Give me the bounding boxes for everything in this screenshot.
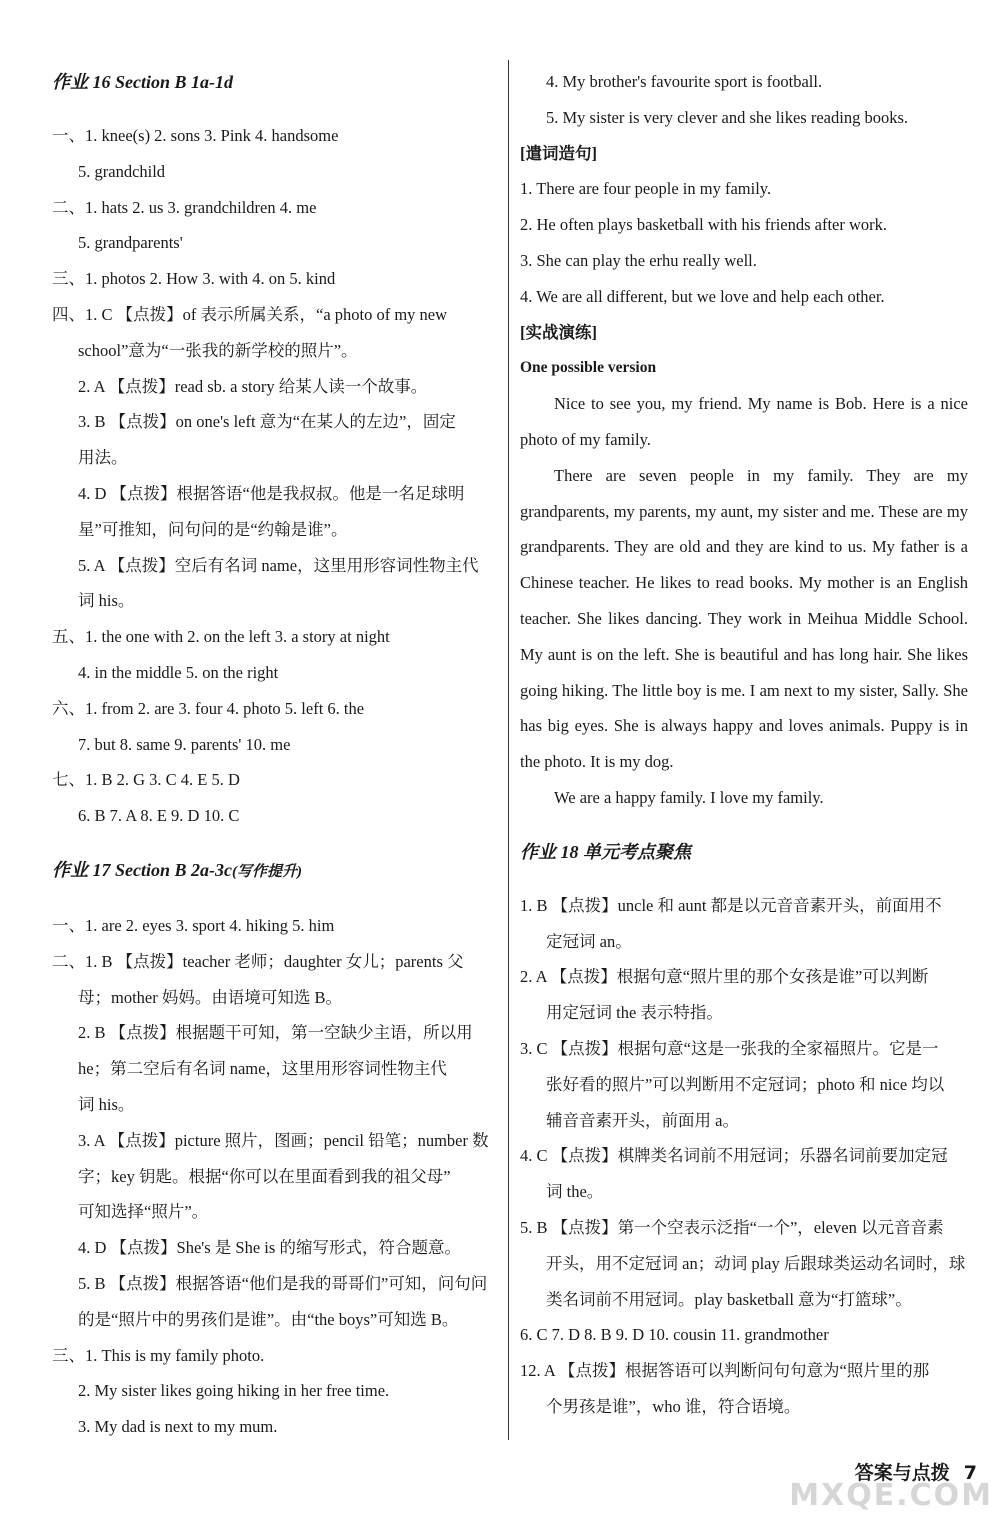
answer-line: 4. in the middle 5. on the right <box>78 662 279 682</box>
answer-line: 一、1. are 2. eyes 3. sport 4. hiking 5. him <box>52 915 335 935</box>
answer-line: 5. A 【点拨】空后有名词 name，这里用形容词性物主代 <box>78 555 479 575</box>
column-divider <box>508 60 509 1440</box>
answer-line: 1. There are four people in my family. <box>520 179 772 199</box>
answer-line: 可知选择“照片”。 <box>78 1202 209 1222</box>
answer-line: 1. B 【点拨】uncle 和 aunt 都是以元音音素开头，前面用不 <box>520 895 942 915</box>
section-17-title <box>52 852 498 890</box>
page-number: 7 <box>963 1462 977 1484</box>
watermark-logo: MXQE.COM <box>789 1478 993 1513</box>
answer-line: 2. A 【点拨】read sb. a story 给某人读一个故事。 <box>78 376 428 396</box>
answer-line: 3. A 【点拨】picture 照片，图画；pencil 铅笔；number 数 <box>78 1130 489 1150</box>
answer-line: 个男孩是谁”，who 谁，符合语境。 <box>546 1396 801 1416</box>
answer-line: 二、1. hats 2. us 3. grandchildren 4. me <box>52 197 317 217</box>
answer-line: 的是“照片中的男孩们是谁”。由“the boys”可知选 B。 <box>78 1309 459 1329</box>
answer-line: 4. We are all different, but we love and help each other. <box>520 286 885 306</box>
answer-line: 星”可推知，问句问的是“约翰是谁”。 <box>78 519 348 539</box>
answer-line: 6. B 7. A 8. E 9. D 10. C <box>78 806 240 826</box>
answer-line: 用法。 <box>78 448 128 468</box>
answer-line: 3. C 【点拨】根据句意“这是一张我的全家福照片。它是一 <box>520 1038 939 1058</box>
footer-label: 答案与点拨 <box>854 1462 950 1484</box>
answer-line: 用定冠词 the 表示特指。 <box>546 1003 723 1023</box>
answer-line: 词 his。 <box>78 1094 135 1114</box>
subsection-heading: [遣词造句] <box>520 143 597 163</box>
answer-line: 开头，用不定冠词 an；动词 play 后跟球类运动名词时，球 <box>546 1253 966 1273</box>
essay-heading: One possible version <box>520 359 657 377</box>
essay-paragraph: Nice to see you, my friend. My name is Bob. Here is a nice photo of my family. <box>520 394 968 449</box>
answer-line: 5. My sister is very clever and she likes reading books. <box>546 107 909 127</box>
answer-line: 12. A 【点拨】根据答语可以判断问句句意为“照片里的那 <box>520 1361 930 1381</box>
answer-line: 2. A 【点拨】根据句意“照片里的那个女孩是谁”可以判断 <box>520 967 929 987</box>
answer-line: 7. but 8. same 9. parents' 10. me <box>78 734 291 754</box>
answer-line: 一、1. knee(s) 2. sons 3. Pink 4. handsome <box>52 126 339 145</box>
section-16-title: 作业 16 Section B 1a-1d <box>52 72 234 92</box>
subsection-heading: [实战演练] <box>520 322 597 342</box>
answer-line: 七、1. B 2. G 3. C 4. E 5. D <box>52 770 240 790</box>
answer-line: 字；key 钥匙。根据“你可以在里面看到我的祖父母” <box>78 1166 451 1186</box>
section-17-title-text: 作业 17 Section B 2a-3c <box>52 859 232 880</box>
answer-line: 6. C 7. D 8. B 9. D 10. cousin 11. grandmother <box>520 1325 829 1345</box>
answer-line: 词 the。 <box>546 1182 604 1202</box>
answer-line: 张好看的照片”可以判断用不定冠词；photo 和 nice 均以 <box>546 1074 945 1094</box>
section-17-subtitle: (写作提升) <box>232 863 302 880</box>
essay-paragraph: We are a happy family. I love my family. <box>554 787 824 807</box>
section-18-title: 作业 18 单元考点聚焦 <box>520 841 691 862</box>
answer-line: 词 his。 <box>78 591 135 611</box>
answer-line: 五、1. the one with 2. on the left 3. a story at night <box>52 627 390 647</box>
answer-line: 5. B 【点拨】第一个空表示泛指“一个”，eleven 以元音音素 <box>520 1217 944 1237</box>
answer-line: 母；mother 妈妈。由语境可知选 B。 <box>78 987 342 1007</box>
answer-line: 4. D 【点拨】She's 是 She is 的缩写形式，符合题意。 <box>78 1238 461 1258</box>
answer-line: 定冠词 an。 <box>546 931 632 951</box>
answer-line: 二、1. B 【点拨】teacher 老师；daughter 女儿；parents 父 <box>52 951 464 971</box>
answer-line: 2. He often plays basketball with his friends after work. <box>520 215 888 235</box>
answer-line: 3. B 【点拨】on one's left 意为“在某人的左边”，固定 <box>78 412 456 432</box>
answer-line: 4. C 【点拨】棋牌类名词前不用冠词；乐器名词前要加定冠 <box>520 1146 948 1166</box>
essay-paragraph: There are seven people in my family. They are my grandparents, my parents, my aunt, my sister and me. These are my grandparents. They are old and they are kind to us. My father is a Chinese teacher. He likes to read books. My mother is an English teacher. She likes dancing. They work in Meihua Middle School. My aunt is on the left. She is beautiful and has long hair. She likes going hiking. The little boy is me. I am next to my sister, Sally. She has big eyes. She is always happy and loves animals. Puppy is in the photo. It is my dog. <box>520 465 968 772</box>
answer-line: 3. My dad is next to my mum. <box>78 1417 278 1437</box>
answer-line: 辅音音素开头，前面用 a。 <box>546 1110 739 1130</box>
answer-line: 四、1. C 【点拨】of 表示所属关系，“a photo of my new <box>52 304 448 324</box>
answer-line: 六、1. from 2. are 3. four 4. photo 5. left 6. the <box>52 698 365 718</box>
answer-line: 5. grandchild <box>78 161 166 181</box>
answer-line: 三、1. photos 2. How 3. with 4. on 5. kind <box>52 269 336 289</box>
right-column <box>520 64 968 1425</box>
answer-line: 类名词前不用冠词。play basketball 意为“打篮球”。 <box>546 1289 912 1309</box>
left-column <box>52 64 498 1445</box>
answer-line: 3. She can play the erhu really well. <box>520 250 757 270</box>
answer-line: 4. D 【点拨】根据答语“他是我叔叔。他是一名足球明 <box>78 483 465 503</box>
answer-line: 2. My sister likes going hiking in her free time. <box>78 1381 390 1401</box>
answer-line: 4. My brother's favourite sport is football. <box>546 72 823 91</box>
answer-line: school”意为“一张我的新学校的照片”。 <box>78 340 358 360</box>
answer-line: 2. B 【点拨】根据题干可知，第一空缺少主语，所以用 <box>78 1023 473 1043</box>
answer-line: 三、1. This is my family photo. <box>52 1345 265 1365</box>
answer-line: 5. B 【点拨】根据答语“他们是我的哥哥们”可知，问句问 <box>78 1273 488 1293</box>
answer-line: he；第二空后有名词 name，这里用形容词性物主代 <box>78 1059 447 1079</box>
answer-line: 5. grandparents' <box>78 233 183 253</box>
